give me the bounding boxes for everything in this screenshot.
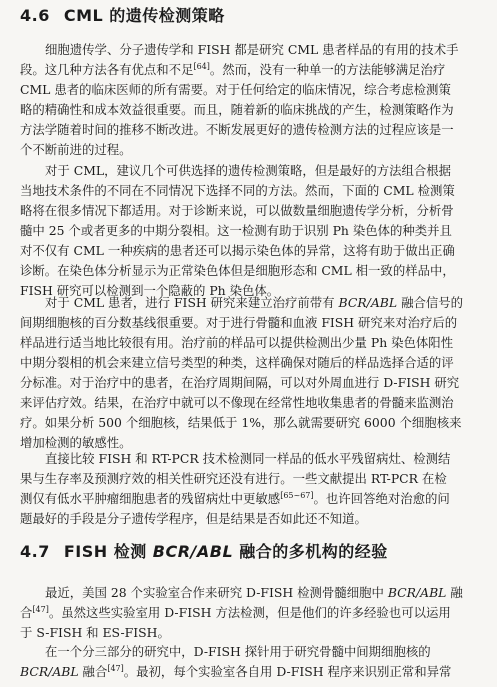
section-title: CML 的遗传检测策略 — [63, 6, 225, 25]
section-heading-4-7: 4.7 FISH 检测 BCR/ABL 融合的多机构的经验 — [20, 542, 388, 561]
paragraph-genetic-techniques: 细胞遗传学、分子遗传学和 FISH 都是研究 CML 患者样品的有用的技术手 段。这几种方法各有优点和不足[64]。然而，没有一种单一的方法能够满足治疗 CML 患者的临床医师的所有需要。对于任何给定的临床情况，综合考虑检测策 略的精确性和成本效益很重要。而且，随着新的临床挑战的产生，检测策略作为 方法学随着时间的推移不断改进。不断发展更好的遗传检测方法的过程应该是一 个不断前进的过程。 — [20, 42, 459, 157]
section-heading-4-6 — [20, 5, 225, 27]
paragraph-multicenter-study: 最近，美国 28 个实验室合作来研究 D-FISH 检测骨髓细胞中 BCR/ABL 融 合[47]。虽然这些实验室用 D-FISH 方法检测，但是他们的许多经验也可以运用 于 S-FISH 和 ES-FISH。 — [20, 585, 463, 640]
paragraph-three-part-study: 在一个分三部分的研究中，D-FISH 探针用于研究骨髓中间期细胞核的 BCR/ABL 融合[47]。最初，每个实验室各自用 D-FISH 程序来识别正常和异常 — [20, 644, 452, 679]
paragraph-fish-baseline: 对于 CML 患者，进行 FISH 研究来建立治疗前带有 BCR/ABL 融合信号的 间期细胞核的百分数基线很重要。对于进行骨髓和血液 FISH 研究来对治疗后的 样品进行适当地比较很有用。治疗前的样品可以提供检测出少量 Ph 染色体阳性 中期分裂相的机会来建立信号类型的种类，这样确保对随后的样品选择合适的评 分标准。对于治疗中的患者，在治疗周期间隔，可以对外周血进行 D-FISH 研究 来评估疗效。结果，在治疗中就可以不像现在经常性地收集患者的骨髓来监测治 疗。如果分析 500 个细胞核，结果低于 1%，那么就需要研究 6000 个细胞核来 增加检测的敏感性。 — [20, 295, 464, 450]
paragraph-testing-strategy: 对于 CML，建议几个可供选择的遗传检测策略，但是最好的方法组合根据 当地技术条件的不同在不同情况下选择不同的方法。然而，下面的 CML 检测策 略将在很多情况下都适用。对于诊断来说，可以做数量细胞遗传学分析，分析骨 髓中 25 个或者更多的中期分裂相。这一检测有助于识别 Ph 染色体的种类并且 对不仅有 CML 一种疾病的患者还可以揭示染色体的异常，这将有助于做出正确 诊断。在染色体分析显示为正常染色体但是细胞形态和 CML 相一致的样品中， FISH 研究可以检测到一个隐蔽的 Ph 染色体。 — [20, 163, 455, 298]
citation: [64] — [193, 62, 210, 71]
paragraph-fish-vs-rtpcr: 直接比较 FISH 和 RT-PCR 技术检测同一样品的低水平残留病灶、检测结 果与生存率及预测疗效的相关性研究还没有进行。一些文献提出 RT-PCR 在检 测仅有低水平肿瘤细胞患者的残留病灶中更敏感[65~67]。也许回答绝对治愈的问 题最好的手段是分子遗传学程序，但是结果是否如此还不知道。 — [20, 451, 451, 526]
citation: [65~67] — [280, 491, 314, 500]
citation: [47] — [107, 664, 124, 673]
section-number: 4.6 — [20, 6, 50, 25]
citation: [47] — [32, 605, 49, 614]
section-number: 4.7 — [20, 542, 50, 561]
